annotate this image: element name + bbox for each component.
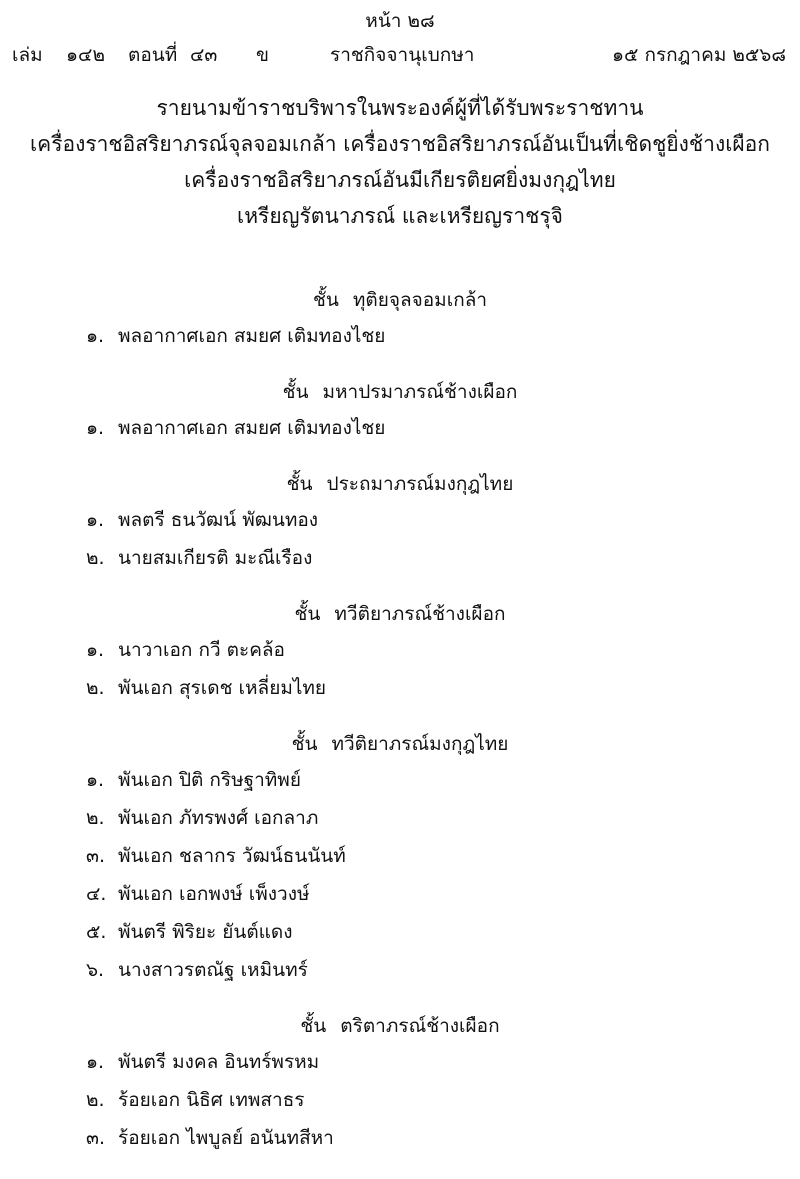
recipient-name: ร้อยเอก นิธิศ เทพสาธร [118, 1089, 305, 1111]
title-line: เหรียญรัตนาภรณ์ และเหรียญราชรุจิ [237, 204, 563, 228]
item-number: ๑. [86, 639, 105, 661]
page-number: หน้า ๒๘ [365, 10, 435, 32]
recipient-name: พันเอก ชลากร วัฒน์ธนนันท์ [118, 845, 346, 867]
volume-number: ๑๔๒ [66, 44, 105, 66]
item-number: ๓. [86, 1127, 106, 1149]
recipient-name: พันเอก สุรเดช เหลี่ยมไทย [118, 677, 327, 699]
recipient-name: พันเอก ภัทรพงศ์ เอกลาภ [118, 807, 319, 829]
class-name: มหาปรมาภรณ์ช้างเผือก [322, 381, 518, 403]
class-name: ทวีติยาภรณ์ช้างเผือก [334, 603, 506, 625]
list-item [0, 505, 800, 543]
title-line: รายนามข้าราชบริพารในพระองค์ผู้ที่ได้รับพระราชทาน [156, 96, 644, 120]
item-number: ๒. [86, 807, 105, 829]
item-number: ๑. [86, 417, 105, 439]
list-item [0, 543, 800, 581]
class-section [0, 729, 800, 993]
class-heading [0, 729, 800, 765]
class-heading [0, 469, 800, 505]
volume-label: เล่ม [12, 44, 43, 66]
list-item [0, 879, 800, 917]
section-label: ตอนที่ [128, 44, 178, 66]
list-item [0, 841, 800, 879]
list-item [0, 321, 800, 359]
item-number: ๓. [86, 845, 106, 867]
item-number: ๑. [86, 769, 105, 791]
recipient-name: นายสมเกียรติ มะณีเรือง [118, 547, 313, 569]
class-name: ตริตาภรณ์ช้างเผือก [340, 1015, 500, 1037]
recipient-name: พันเอก ปิติ กริษฐาทิพย์ [118, 769, 301, 791]
class-label: ชั้น [300, 1015, 327, 1037]
item-number: ๑. [86, 509, 105, 531]
class-section [0, 285, 800, 359]
item-number: ๕. [86, 921, 107, 943]
recipient-name: นางสาวรตณัฐ เหมินทร์ [118, 959, 308, 981]
item-number: ๒. [86, 547, 105, 569]
list-item [0, 1085, 800, 1123]
section-number: ๔๓ [190, 44, 218, 66]
item-number: ๒. [86, 677, 105, 699]
document-title [0, 90, 800, 234]
list-item [0, 765, 800, 803]
list-item [0, 917, 800, 955]
class-label: ชั้น [282, 381, 309, 403]
title-line: เครื่องราชอิสริยาภรณ์จุลจอมเกล้า เครื่องราชอิสริยาภรณ์อันเป็นที่เชิดชูยิ่งช้างเผือก [29, 132, 771, 156]
gazette-header [0, 40, 800, 68]
list-item [0, 413, 800, 451]
class-name: ทวีติยาภรณ์มงกุฎไทย [331, 733, 509, 755]
recipient-name: ร้อยเอก ไพบูลย์ อนันทสีหา [118, 1127, 334, 1149]
section-kind: ข [256, 44, 269, 66]
honours-list [0, 285, 800, 1179]
list-item [0, 955, 800, 993]
recipient-name: พลอากาศเอก สมยศ เติมทองไชย [118, 325, 386, 347]
list-item [0, 803, 800, 841]
item-number: ๑. [86, 1051, 105, 1073]
list-item [0, 1047, 800, 1085]
recipient-name: พันเอก เอกพงษ์ เพ็งวงษ์ [118, 883, 310, 905]
class-heading [0, 1011, 800, 1047]
recipient-name: พลอากาศเอก สมยศ เติมทองไชย [118, 417, 386, 439]
class-label: ชั้น [286, 473, 313, 495]
list-item [0, 635, 800, 673]
class-section [0, 1011, 800, 1161]
class-heading [0, 599, 800, 635]
class-heading [0, 377, 800, 413]
item-number: ๒. [86, 1089, 105, 1111]
recipient-name: พันตรี พิริยะ ยันต์แดง [118, 921, 293, 943]
recipient-name: พันตรี มงคล อินทร์พรหม [118, 1051, 320, 1073]
class-name: ทุติยจุลจอมเกล้า [352, 289, 488, 311]
class-section [0, 469, 800, 581]
class-name: ประถมาภรณ์มงกุฎไทย [326, 473, 514, 495]
list-item [0, 1123, 800, 1161]
recipient-name: พลตรี ธนวัฒน์ พัฒนทอง [118, 509, 319, 531]
class-label: ชั้น [294, 603, 321, 625]
item-number: ๑. [86, 325, 105, 347]
class-section [0, 599, 800, 711]
recipient-name: นาวาเอก กวี ตะคล้อ [118, 639, 285, 661]
publication-date: ๑๕ กรกฎาคม ๒๕๖๘ [611, 44, 786, 66]
item-number: ๖. [86, 959, 105, 981]
class-label: ชั้น [291, 733, 318, 755]
gazette-name: ราชกิจจานุเบกษา [330, 44, 475, 66]
list-item [0, 673, 800, 711]
item-number: ๔. [86, 883, 107, 905]
class-section [0, 377, 800, 451]
class-heading [0, 285, 800, 321]
class-label: ชั้น [312, 289, 339, 311]
title-line: เครื่องราชอิสริยาภรณ์อันมีเกียรติยศยิ่งมงกุฎไทย [184, 168, 616, 192]
